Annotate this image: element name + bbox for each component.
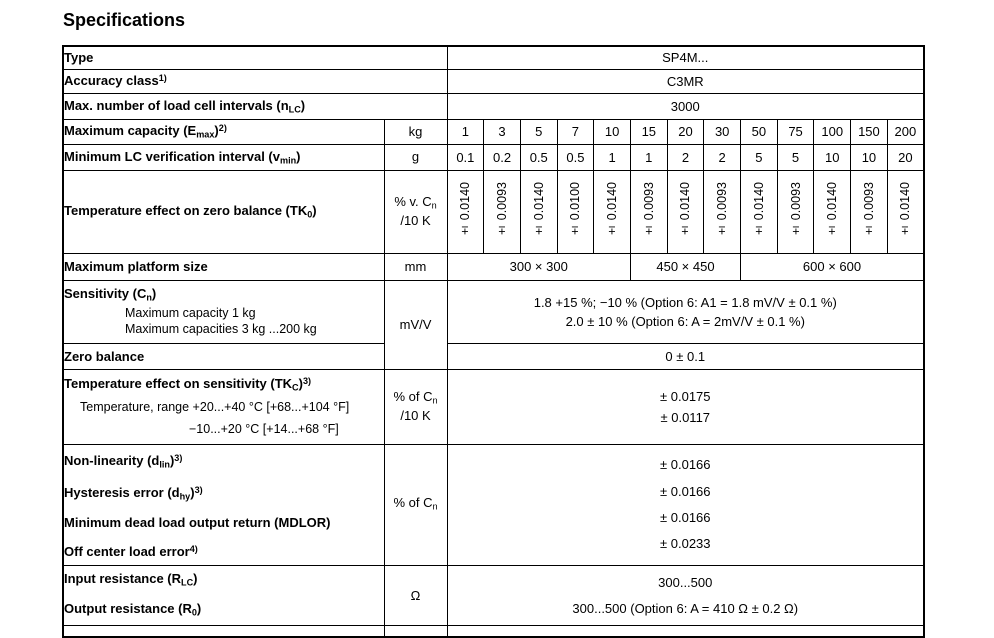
verification-value: 0.2 xyxy=(484,144,521,170)
partial-value-cell xyxy=(447,625,924,637)
accuracy-class-value: C3MR xyxy=(447,69,924,93)
verification-value: 10 xyxy=(851,144,888,170)
tk0-value: ± 0.0140 xyxy=(447,170,484,253)
row-accuracy-class xyxy=(63,69,924,93)
verification-value: 0.5 xyxy=(557,144,594,170)
row-platform-size xyxy=(63,253,924,280)
sensitivity-sub-line: Maximum capacity 1 kg xyxy=(125,306,256,321)
verification-unit: g xyxy=(384,144,447,170)
verification-value: 1 xyxy=(594,144,631,170)
tkc-range-line2: −10...+20 °C [+14...+68 °F] xyxy=(189,421,339,436)
tkc-value-line1: ± 0.0175 xyxy=(660,388,711,404)
row-zero-balance xyxy=(63,343,924,369)
resistance-unit: Ω xyxy=(384,566,447,626)
error-unit: % of $C_n$ xyxy=(384,444,447,566)
capacity-value: 7 xyxy=(557,119,594,144)
capacity-value: 200 xyxy=(887,119,924,144)
page-title: Specifications xyxy=(63,10,186,30)
error-values xyxy=(447,444,924,566)
sensitivity-value xyxy=(447,280,924,343)
capacity-value: 10 xyxy=(594,119,631,144)
capacity-value: 50 xyxy=(741,119,778,144)
hysteresis-label: Hysteresis error $(d_{hy})^{3)}$ xyxy=(64,485,203,502)
input-resistance-value: 300...500 xyxy=(658,574,713,590)
tkc-unit-line1: % of $C_n$ xyxy=(393,388,438,406)
verification-value: 0.1 xyxy=(447,144,484,170)
row-partial-cutoff xyxy=(63,625,924,637)
zero-balance-value: 0 ± 0.1 xyxy=(447,343,924,369)
tk0-unit-line2: /10 K xyxy=(400,213,431,229)
intervals-label: Max. number of load cell intervals $(n_{LC})$ xyxy=(63,93,447,119)
type-label: Type xyxy=(63,46,447,69)
capacity-value: 1 xyxy=(447,119,484,144)
row-temp-effect-sensitivity xyxy=(63,369,924,444)
capacity-value: 100 xyxy=(814,119,851,144)
resistance-labels xyxy=(63,566,384,626)
tk0-value: ± 0.0093 xyxy=(630,170,667,253)
partial-unit-cell xyxy=(384,625,447,637)
tk0-unit xyxy=(384,170,447,253)
tkc-label xyxy=(63,369,384,444)
hysteresis-value: ± 0.0166 xyxy=(660,483,711,499)
tk0-label: Temperature effect on zero balance $(TK_0)$ xyxy=(63,170,384,253)
tk0-value: ± 0.0140 xyxy=(741,170,778,253)
tk0-value: ± 0.0100 xyxy=(557,170,594,253)
sensitivity-value-line1: 1.8 +15 %; −10 % (Option 6: A1 = 1.8 mV/V ± 0.1 %) xyxy=(533,294,837,310)
capacity-value: 3 xyxy=(484,119,521,144)
capacity-value: 5 xyxy=(520,119,557,144)
row-sensitivity xyxy=(63,280,924,343)
platform-value-large: 600 × 600 xyxy=(741,253,924,280)
row-verification-interval xyxy=(63,144,924,170)
tk0-value: ± 0.0093 xyxy=(777,170,814,253)
capacity-value: 20 xyxy=(667,119,704,144)
tk0-value: ± 0.0093 xyxy=(704,170,741,253)
verification-value: 2 xyxy=(704,144,741,170)
sensitivity-sub-line: Maximum capacities 3 kg ...200 kg xyxy=(125,322,317,337)
nonlinearity-label: Non-linearity $(d_{lin})^{3)}$ xyxy=(64,452,183,469)
tk0-value: ± 0.0140 xyxy=(520,170,557,253)
sensitivity-value-line2: 2.0 ± 10 % (Option 6: A = 2mV/V ± 0.1 %) xyxy=(565,313,805,329)
tk0-value: ± 0.0140 xyxy=(594,170,631,253)
type-value: SP4M... xyxy=(447,46,924,69)
zero-balance-label: Zero balance xyxy=(63,343,384,369)
platform-value-medium: 450 × 450 xyxy=(630,253,740,280)
capacity-value: 15 xyxy=(630,119,667,144)
tk0-value: ± 0.0140 xyxy=(667,170,704,253)
tkc-unit xyxy=(384,369,447,444)
tk0-value: ± 0.0140 xyxy=(887,170,924,253)
verification-value: 5 xyxy=(741,144,778,170)
nonlinearity-value: ± 0.0166 xyxy=(660,457,711,473)
sensitivity-unit: mV/V xyxy=(384,280,447,369)
output-resistance-value: 300...500 (Option 6: A = 410 Ω ± 0.2 Ω) xyxy=(572,600,799,616)
resistance-values xyxy=(447,566,924,626)
accuracy-class-label: Accuracy class$^{1)}$ xyxy=(63,69,447,93)
capacity-value: 75 xyxy=(777,119,814,144)
tk0-value: ± 0.0093 xyxy=(484,170,521,253)
platform-unit: mm xyxy=(384,253,447,280)
verification-value: 10 xyxy=(814,144,851,170)
tkc-label-main: Temperature effect on sensitivity $(TK_C)^{3)}$ xyxy=(64,376,312,393)
verification-value: 5 xyxy=(777,144,814,170)
mdlor-value: ± 0.0166 xyxy=(660,509,711,525)
row-resistance xyxy=(63,566,924,626)
input-resistance-label: Input resistance $(R_{LC})$ xyxy=(64,571,198,588)
capacity-unit: kg xyxy=(384,119,447,144)
mdlor-label: Minimum dead load output return (MDLOR) xyxy=(64,514,331,530)
platform-value-small: 300 × 300 xyxy=(447,253,630,280)
intervals-value: 3000 xyxy=(447,93,924,119)
partial-label-cell xyxy=(63,625,384,637)
tkc-range-line1: Temperature, range +20...+40 °C [+68...+104 °F] xyxy=(80,399,350,414)
output-resistance-label: Output resistance $(R_0)$ xyxy=(64,600,202,617)
sensitivity-label-main: Sensitivity $(C_n)$ xyxy=(64,285,157,303)
tkc-value xyxy=(447,369,924,444)
tk0-unit-line1: % v. $C_n$ xyxy=(394,193,437,211)
verification-value: 0.5 xyxy=(520,144,557,170)
tkc-unit-line2: /10 K xyxy=(400,408,431,424)
error-labels xyxy=(63,444,384,566)
tkc-value-line2: ± 0.0117 xyxy=(660,409,711,425)
off-center-load-value: ± 0.0233 xyxy=(660,536,711,552)
verification-value: 20 xyxy=(887,144,924,170)
verification-value: 2 xyxy=(667,144,704,170)
capacity-value: 30 xyxy=(704,119,741,144)
sensitivity-label xyxy=(63,280,384,343)
specifications-table xyxy=(62,45,925,638)
row-temp-effect-zero-balance xyxy=(63,170,924,253)
platform-label: Maximum platform size xyxy=(63,253,384,280)
off-center-load-label: Off center load error$^{4)}$ xyxy=(64,543,198,560)
row-error-specs xyxy=(63,444,924,566)
tk0-value: ± 0.0093 xyxy=(851,170,888,253)
capacity-value: 150 xyxy=(851,119,888,144)
tk0-value: ± 0.0140 xyxy=(814,170,851,253)
capacity-label: Maximum capacity $(E_{max})^{2)}$ xyxy=(63,119,384,144)
row-type xyxy=(63,46,924,69)
row-load-cell-intervals xyxy=(63,93,924,119)
verification-label: Minimum LC verification interval $(v_{min})$ xyxy=(63,144,384,170)
row-maximum-capacity xyxy=(63,119,924,144)
verification-value: 1 xyxy=(630,144,667,170)
